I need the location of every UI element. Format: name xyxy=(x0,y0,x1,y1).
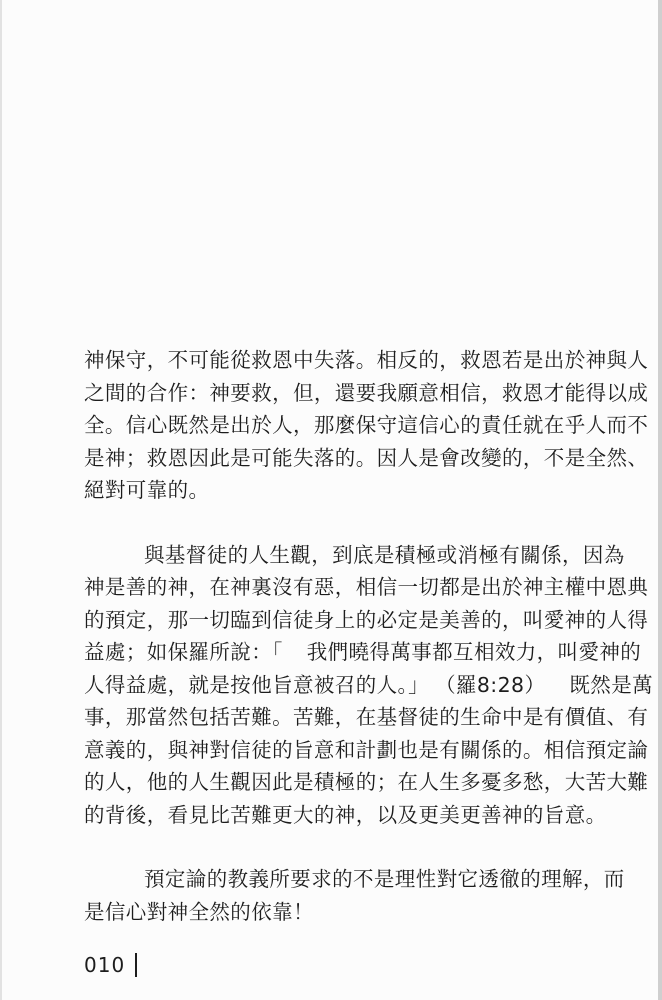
body-text xyxy=(84,344,654,928)
text-line: 絕對可靠的。 xyxy=(84,478,210,502)
text-line: 與基督徒的人生觀，到底是積極或消極有關係，因為 xyxy=(144,542,625,567)
scripture-quote-end: 人得益處，就是按他旨意被召的人。」 xyxy=(84,672,430,697)
text-line: 是信心對神全然的依靠！ xyxy=(84,899,314,924)
paragraph-3 xyxy=(84,863,625,928)
page-number-divider xyxy=(135,953,137,977)
page-number: 010 xyxy=(84,953,126,977)
scripture-reference: （羅8:28） xyxy=(435,672,546,697)
paragraph-1 xyxy=(84,344,649,507)
text-line: 意義的，與神對信徒的旨意和計劃也是有關係的。相信預定論 xyxy=(84,737,649,762)
text-line: 神保守，不可能從救恩中失落。相反的，救恩若是出於神與人 xyxy=(84,348,649,372)
page-footer xyxy=(84,953,137,977)
text-line: 神是善的神，在神裏沒有惡，相信一切都是出於神主權中恩典 xyxy=(84,575,649,599)
scripture-quote: 我們曉得萬事都互相效力，叫愛神的 xyxy=(306,640,642,664)
text-line: 的預定，那一切臨到信徒身上的必定是美善的，叫愛神的人得 xyxy=(84,607,649,632)
text-line: 是神；救恩因此是可能失落的。因人是會改變的，不是全然、 xyxy=(84,445,649,470)
text-segment: 既然是萬 xyxy=(569,672,654,697)
quote-intro: 益處；如保羅所說：「 xyxy=(84,640,283,664)
text-line: 預定論的教義所要求的不是理性對它透徹的理解，而 xyxy=(144,867,625,891)
text-line xyxy=(84,669,654,702)
text-line: 的背後，看見比苦難更大的神，以及更美更善神的旨意。 xyxy=(84,802,607,827)
text-line: 全。信心既然是出於人，那麼保守這信心的責任就在乎人而不 xyxy=(84,413,649,437)
text-line xyxy=(84,636,642,669)
text-line: 事，那當然包括苦難。苦難，在基督徒的生命中是有價值、有 xyxy=(84,705,649,729)
text-line: 的人，他的人生觀因此是積極的；在人生多憂多愁，大苦大難 xyxy=(84,770,649,794)
paragraph-2 xyxy=(84,539,654,832)
text-line: 之間的合作：神要救，但，還要我願意相信，救恩才能得以成 xyxy=(84,380,649,405)
